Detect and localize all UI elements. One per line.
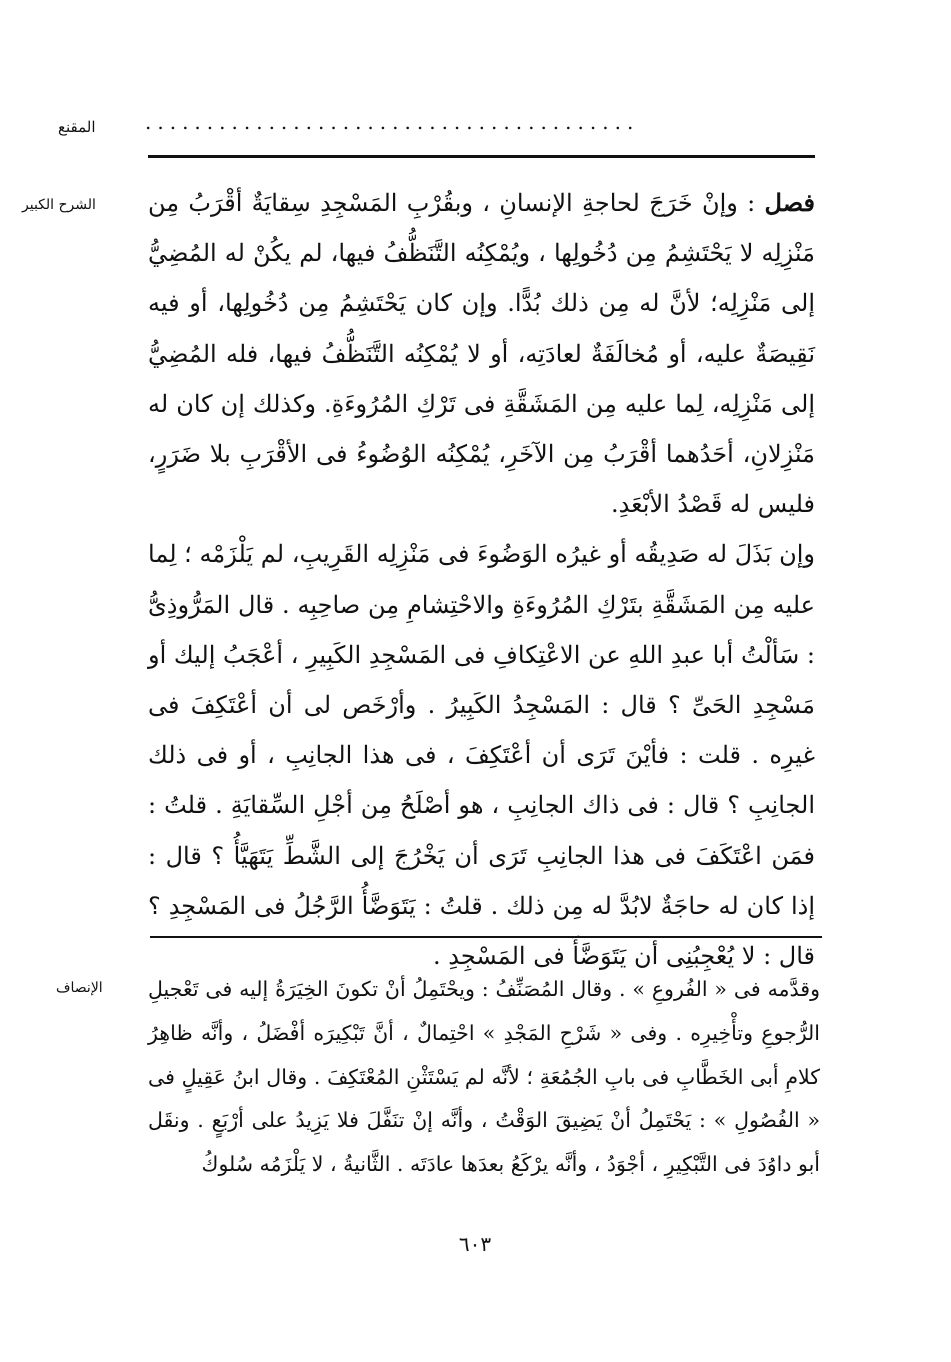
running-header-title: المقنع (58, 118, 96, 136)
header-rule (148, 155, 815, 158)
sharh-paragraph-1-body: : وإنْ خَرَجَ لحاجةِ الإنسانِ ، وبقُرْبِ المَسْجِدِ سِقايَةٌ أقْرَبُ مِن مَنْزِلِه لا يَحْتَشِمُ مِن دُخُولِها ، ويُمْكِنُه التَّنَظُّفُ فيها، لم يكُنْ له المُضِيُّ إلى مَنْزِلِه؛ لأنَّ له مِن ذلك بُدًّا. وإن كان يَحْتَشِمُ مِن دُخُولِها، أو فيه نَقِيصَةٌ عليه، أو مُخالَفَةٌ لعادَتِه، أو لا يُمْكِنُه التَّنَظُّفُ فيها، فله المُضِيُّ إلى مَنْزِلِه، لِما عليه مِن المَشَقَّةِ فى تَرْكِ المُرُوءَةِ. وكذلك إن كان له مَنْزِلانِ، أحَدُهما أقْرَبُ مِن الآخَرِ، يُمْكِنُه الوُضُوءُ فى الأقْرَبِ بلا ضَرَرٍ، فليس له قَصْدُ الأبْعَدِ. (148, 189, 815, 519)
sharh-paragraph-2: وإن بَذَلَ له صَدِيقُه أو غيرُه الوَضُوءَ فى مَنْزِلِه القَرِيبِ، لم يَلْزَمْه ؛ لِما عليه مِن المَشَقَّةِ بتَرْكِ المُرُوءَةِ والاحْتِشامِ مِن صاحِبِه . قال المَرُّوذِىُّ : سَألْتُ أبا عبدِ اللهِ عن الاعْتِكافِ فى المَسْجِدِ الكَبِيرِ ، أعْجَبُ إليك أو مَسْجِدِ الحَىِّ ؟ قال : المَسْجِدُ الكَبِيرُ . وأرْخَص لى أن أعْتَكِفَ فى غيرِه . قلت : فأيْنَ تَرَى أن أعْتَكِفَ ، فى هذا الجانِبِ ، أو فى ذلك الجانِبِ ؟ قال : فى ذاك الجانِبِ ، هو أصْلَحُ مِن أجْلِ السِّقايَةِ . قلتُ : فمَن اعْتَكَفَ فى هذا الجانِبِ تَرَى أن يَخْرُجَ إلى الشَّطِّ يَتَهَيَّأُ ؟ قال : إذا كان له حاجَةٌ لابُدَّ له مِن ذلك . قلتُ : يَتَوَضَّأُ الرَّجُلُ فى المَسْجِدِ ؟ قال : لا يُعْجِبُنِى أن يَتَوَضَّأَ فى المَسْجِدِ . (148, 540, 816, 971)
margin-label-sharh-kabir: الشرح الكبير (22, 197, 96, 213)
section-separator-rule (150, 936, 822, 938)
page-number: ٦٠٣ (458, 1232, 492, 1256)
insaf-text (148, 968, 820, 1187)
sharh-paragraph-1 (148, 178, 815, 529)
insaf-paragraph: وقدَّمه فى « الفُروعِ » . وقال المُصَنِّفُ : ويحْتَمِلُ أنْ تكونَ الخِيَرَةُ إليه فى تَعْجيلِ الرُّجوعِ وتأْخِيرِه . وفى « شَرْحِ المَجْدِ » احْتِمالٌ ، أنَّ تَبْكِيرَه أفْضَلُ ، وأنَّه ظاهِرُ كلامِ أبى الخَطَّابِ فى بابِ الجُمُعَةِ ؛ لأنَّه لم يَسْتَثْنِ المُعْتَكِفَ . وقال ابنُ عَقِيلٍ فى « الفُصُولِ » : يَحْتَمِلُ أنْ يَضِيقَ الوَقْتُ ، وأنَّه إنْ تنَفَّلَ فلا يَزِيدُ على أرْبَعٍ . ونقَل أبو داوُدَ فى التَّبْكِيرِ ، أجْوَدُ ، وأنَّه يرْكَعُ بعدَها عادَتَه . الثَّانيةُ ، لا يَلْزَمُه سُلوكُ (148, 977, 820, 1177)
sharh-main-text (148, 178, 815, 981)
margin-label-insaf: الإنصاف (56, 980, 103, 996)
header-dot-leader: ........................................ (145, 112, 640, 132)
section-lead-word: فصل (764, 188, 815, 217)
